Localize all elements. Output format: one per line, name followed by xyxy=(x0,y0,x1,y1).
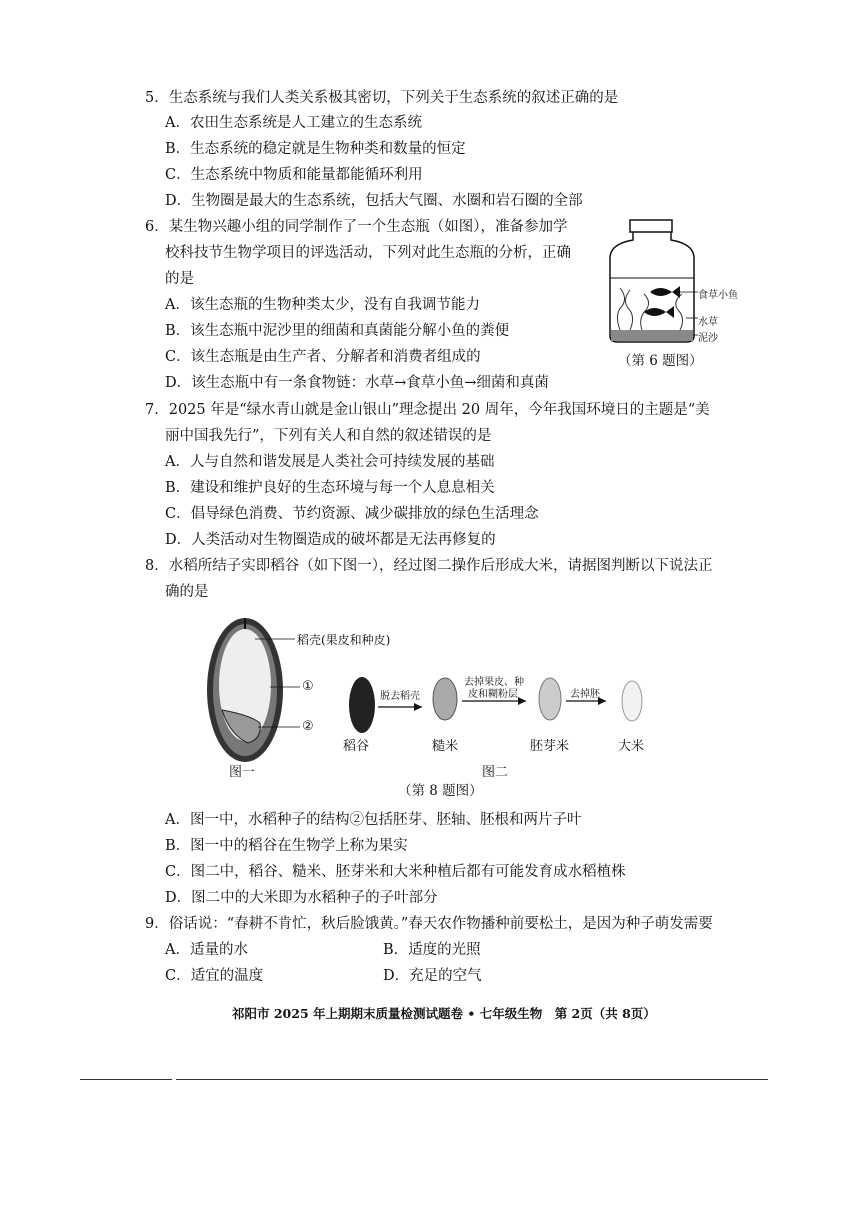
q8-stem-line2: 确的是 xyxy=(165,584,209,600)
divider-main xyxy=(176,1079,768,1080)
q5-option-b: B．生态系统的稳定就是生物种类和数量的恒定 xyxy=(165,141,466,157)
divider-left xyxy=(80,1079,172,1080)
step-remove-bran-line1: 去掉果皮、种 xyxy=(464,677,524,688)
page-footer: 祁阳市 2025 年上期期末质量检测试题卷 • 七年级生物 第 2页（共 8页） xyxy=(232,1006,656,1021)
eco-bottle-drawing xyxy=(600,218,740,348)
q7-option-b: B．建设和维护良好的生态环境与每一个人息息相关 xyxy=(165,480,495,496)
step-remove-bran-line2: 皮和糊粉层 xyxy=(468,689,518,700)
q5-option-d: D．生物圈是最大的生态系统，包括大气圈、水圈和岩石圈的全部 xyxy=(165,193,583,209)
q5-option-c: C．生态系统中物质和能量都能循环利用 xyxy=(165,167,423,183)
q8-stem-line1: 8．水稻所结子实即稻谷（如下图一），经过图二操作后形成大米，请据图判断以下说法正 xyxy=(145,558,713,574)
q6-option-a: A．该生态瓶的生物种类太少，没有自我调节能力 xyxy=(165,297,480,313)
q6-stem-line2: 校科技节生物学项目的评选活动，下列对此生态瓶的分析，正确 xyxy=(165,245,571,261)
q5-stem: 5．生态系统与我们人类关系极其密切，下列关于生态系统的叙述正确的是 xyxy=(145,90,619,106)
rice-figure xyxy=(200,615,660,805)
fig1-name: 图一 xyxy=(229,765,256,780)
q9-stem: 9．俗话说：“春耕不肯忙，秋后脸饿黄。”春天农作物播种前要松土，是因为种子萌发需要 xyxy=(145,916,713,932)
q6-option-c: C．该生态瓶是由生产者、分解者和消费者组成的 xyxy=(165,349,481,365)
q8-option-b: B．图一中的稻谷在生物学上称为果实 xyxy=(165,838,408,854)
item-paddy-rice: 稻谷 xyxy=(343,739,370,754)
item-brown-rice: 糙米 xyxy=(432,739,459,754)
label-structure-2: ② xyxy=(302,719,314,734)
q6-stem-line1: 6．某生物兴趣小组的同学制作了一个生态瓶（如图），准备参加学 xyxy=(145,219,568,235)
white-rice-icon xyxy=(622,681,642,721)
label-sand: 泥沙 xyxy=(698,333,718,344)
label-water-plant: 水草 xyxy=(698,317,718,328)
q8-option-d: D．图二中的大米即为水稻种子的子叶部分 xyxy=(165,890,438,906)
eco-bottle-figure xyxy=(600,218,740,368)
rice-grain-section-icon xyxy=(207,618,283,762)
q7-option-c: C．倡导绿色消费、节约资源、减少碳排放的绿色生活理念 xyxy=(165,506,539,522)
q7-option-a: A．人与自然和谐发展是人类社会可持续发展的基础 xyxy=(165,454,495,470)
step-remove-germ: 去掉胚 xyxy=(570,689,600,700)
germ-rice-icon xyxy=(539,678,561,720)
q6-stem-line3: 的是 xyxy=(165,271,194,287)
q9-option-d: D．充足的空气 xyxy=(383,968,482,984)
step-remove-hull: 脱去稻壳 xyxy=(380,691,420,702)
q9-option-a: A．适量的水 xyxy=(165,942,248,958)
q9-option-b: B．适度的光照 xyxy=(383,942,481,958)
q7-stem-line2: 丽中国我先行”，下列有关人和自然的叙述错误的是 xyxy=(165,428,492,444)
q7-option-d: D．人类活动对生物圈造成的破坏都是无法再修复的 xyxy=(165,532,496,548)
brown-rice-icon xyxy=(433,678,457,720)
fig6-caption: （第 6 题图） xyxy=(618,353,703,369)
q7-stem-line1: 7．2025 年是“绿水青山就是金山银山”理念提出 20 周年，今年我国环境日的主题是“美 xyxy=(145,402,710,418)
fish-icon xyxy=(644,286,680,318)
fig8-caption: （第 8 题图） xyxy=(398,783,483,799)
label-structure-1: ① xyxy=(302,679,314,694)
label-hull: 稻壳(果皮和种皮) xyxy=(297,633,391,647)
q8-option-a: A．图一中，水稻种子的结构②包括胚芽、胚轴、胚根和两片子叶 xyxy=(165,812,582,828)
paddy-rice-icon xyxy=(349,677,375,733)
label-grass-fish: 食草小鱼 xyxy=(698,290,738,301)
q9-option-c: C．适宜的温度 xyxy=(165,968,264,984)
item-white-rice: 大米 xyxy=(618,739,645,754)
q8-option-c: C．图二中，稻谷、糙米、胚芽米和大米种植后都有可能发育成水稻植株 xyxy=(165,864,626,880)
q5-option-a: A．农田生态系统是人工建立的生态系统 xyxy=(165,115,422,131)
q6-option-d: D．该生态瓶中有一条食物链：水草→食草小鱼→细菌和真菌 xyxy=(165,375,549,391)
fig2-name: 图二 xyxy=(482,765,509,780)
item-germ-rice: 胚芽米 xyxy=(530,739,570,754)
q6-option-b: B．该生态瓶中泥沙里的细菌和真菌能分解小鱼的粪便 xyxy=(165,323,510,339)
